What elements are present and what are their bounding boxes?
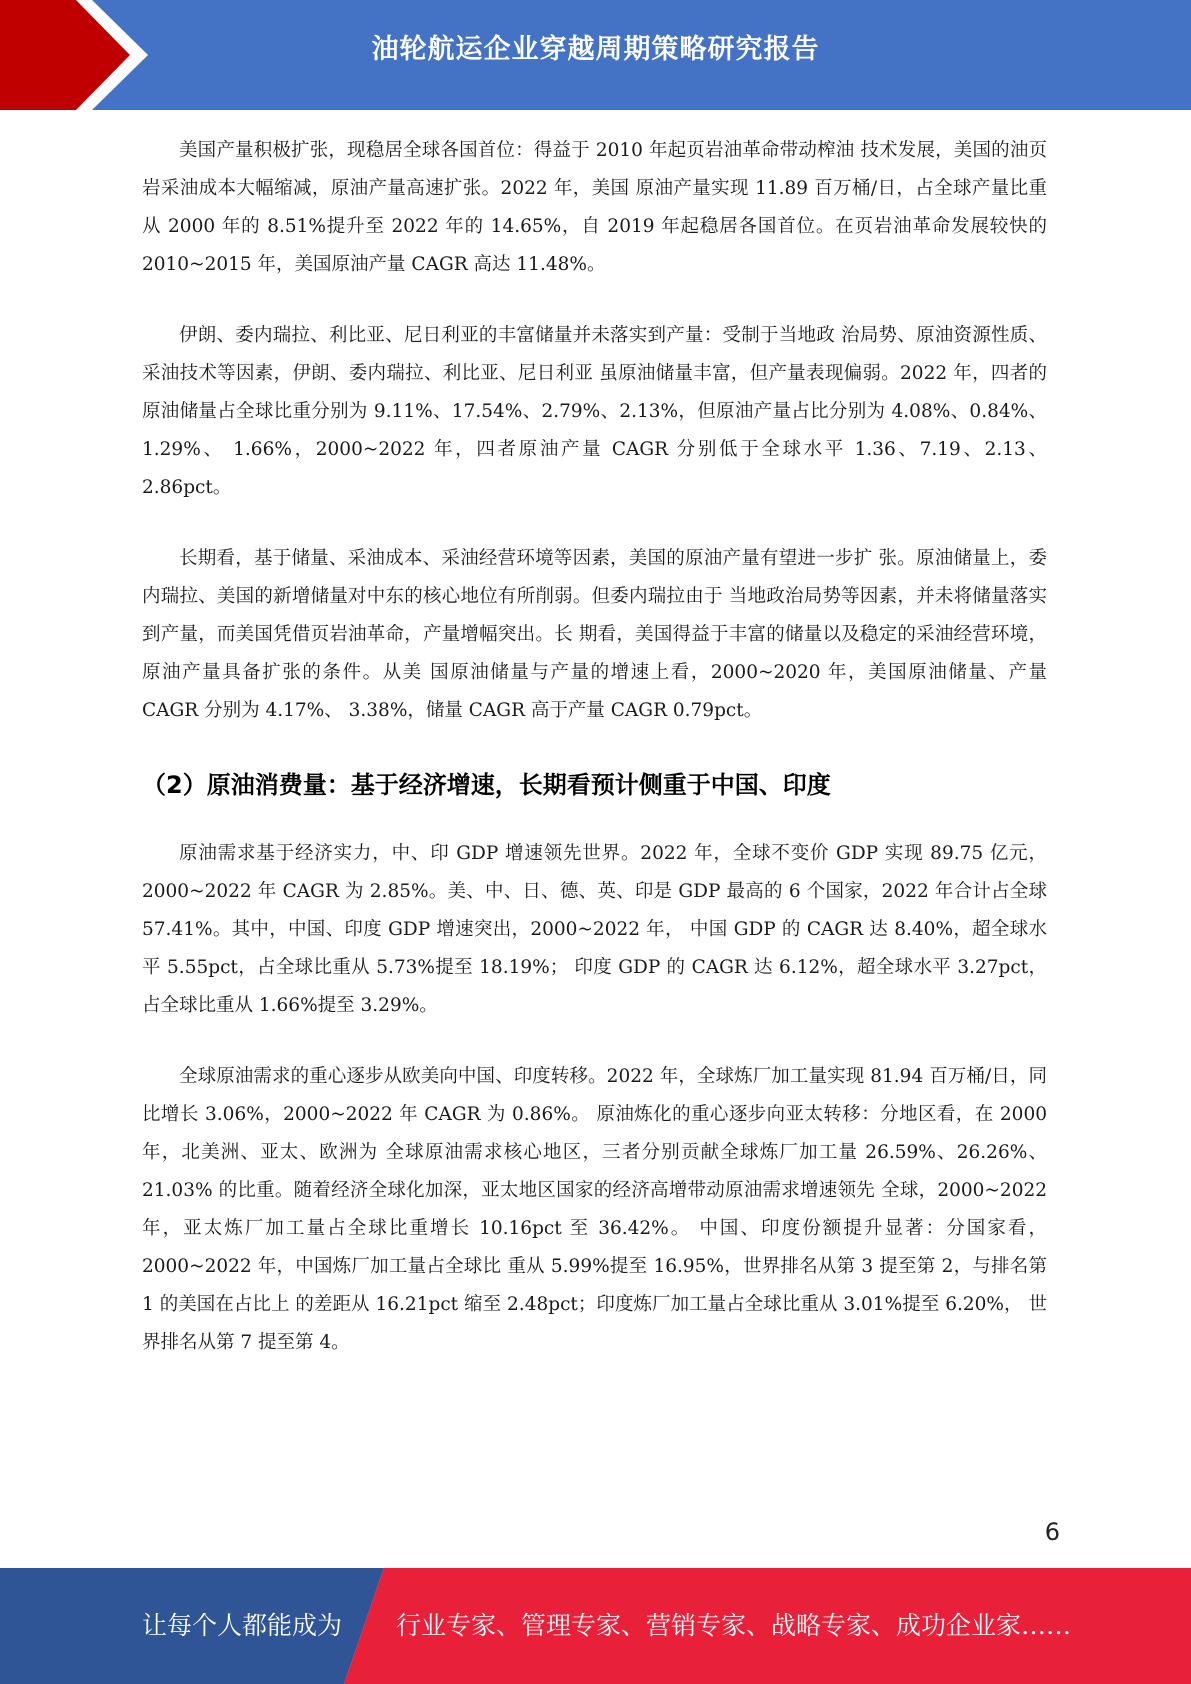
- page-number: 6: [1044, 1518, 1060, 1546]
- paragraph-us-production: 美国产量积极扩张，现稳居全球各国首位：得益于 2010 年起页岩油革命带动榨油 技术发展，美国的油页岩采油成本大幅缩减，原油产量高速扩张。2022 年，美国 原油产量实现 11.89 百万桶/日，占全球产量比重从 2000 年的 8.51%提升至 2022 年的 14.65%，自 2019 年起稳居各国首位。在页岩油革命发展较快的 2010~2015 年，美国原油产量 CAGR 高达 11.48%。: [142, 140, 1047, 275]
- footer-slogan-right: 行业专家、管理专家、营销专家、战略专家、成功企业家……: [396, 1611, 1072, 1640]
- page-content: [142, 132, 1047, 1395]
- footer-slogan-left: 让每个人都能成为: [142, 1611, 343, 1640]
- paragraph-gdp-growth: 原油需求基于经济实力，中、印 GDP 增速领先世界。2022 年，全球不变价 GDP 实现 89.75 亿元，2000~2022 年 CAGR 为 2.85%。美、中、日、德、英、印是 GDP 最高的 6 个国家，2022 年合计占全球 57.41%。其中，中国、印度 GDP 增速突出，2000~2022 年， 中国 GDP 的 CAGR 达 8.40%，超全球水平 5.55pct，占全球比重从 5.73%提至 18.19%； 印度 GDP 的 CAGR 达 6.12%，超全球水平 3.27pct，占全球比重从 1.66%提至 3.29%。: [142, 843, 1047, 1016]
- paragraph-demand-shift: 全球原油需求的重心逐步从欧美向中国、印度转移。2022 年，全球炼厂加工量实现 81.94 百万桶/日，同比增长 3.06%，2000~2022 年 CAGR 为 0.86%。 原油炼化的重心逐步向亚太转移：分地区看，在 2000 年，北美洲、亚太、欧洲为 全球原油需求核心地区，三者分别贡献全球炼厂加工量 26.59%、26.26%、21.03% 的比重。随着经济全球化加深，亚太地区国家的经济高增带动原油需求增速领先 全球，2000~2022 年，亚太炼厂加工量占全球比重增长 10.16pct 至 36.42%。 中国、印度份额提升显著：分国家看，2000~2022 年，中国炼厂加工量占全球比 重从 5.99%提至 16.95%，世界排名从第 3 提至第 2，与排名第 1 的美国在占比上 的差距从 16.21pct 缩至 2.48pct；印度炼厂加工量占全球比重从 3.01%提至 6.20%， 世界排名从第 7 提至第 4。: [142, 1066, 1047, 1353]
- paragraph-reserves-vs-output: 伊朗、委内瑞拉、利比亚、尼日利亚的丰富储量并未落实到产量：受制于当地政 治局势、原油资源性质、采油技术等因素，伊朗、委内瑞拉、利比亚、尼日利亚 虽原油储量丰富，但产量表现偏弱。2022 年，四者的原油储量占全球比重分别为 9.11%、17.54%、2.79%、2.13%，但原油产量占比分别为 4.08%、0.84%、1.29%、 1.66%，2000~2022 年，四者原油产量 CAGR 分别低于全球水平 1.36、7.19、2.13、 2.86pct。: [142, 325, 1047, 498]
- report-header: [0, 0, 1191, 110]
- report-title: 油轮航运企业穿越周期策略研究报告: [371, 34, 820, 65]
- paragraph-long-term-outlook: 长期看，基于储量、采油成本、采油经营环境等因素，美国的原油产量有望进一步扩 张。原油储量上，委内瑞拉、美国的新增储量对中东的核心地位有所削弱。但委内瑞拉由于 当地政治局势等因素，并未将储量落实到产量，而美国凭借页岩油革命，产量增幅突出。长 期看，美国得益于丰富的储量以及稳定的采油经营环境，原油产量具备扩张的条件。从美 国原油储量与产量的增速上看，2000~2020 年，美国原油储量、产量 CAGR 分别为 4.17%、 3.38%，储量 CAGR 高于产量 CAGR 0.79pct。: [142, 548, 1047, 721]
- section-heading-consumption: （2）原油消费量：基于经济增速，长期看预计侧重于中国、印度: [142, 771, 831, 799]
- report-footer: [0, 1568, 1191, 1684]
